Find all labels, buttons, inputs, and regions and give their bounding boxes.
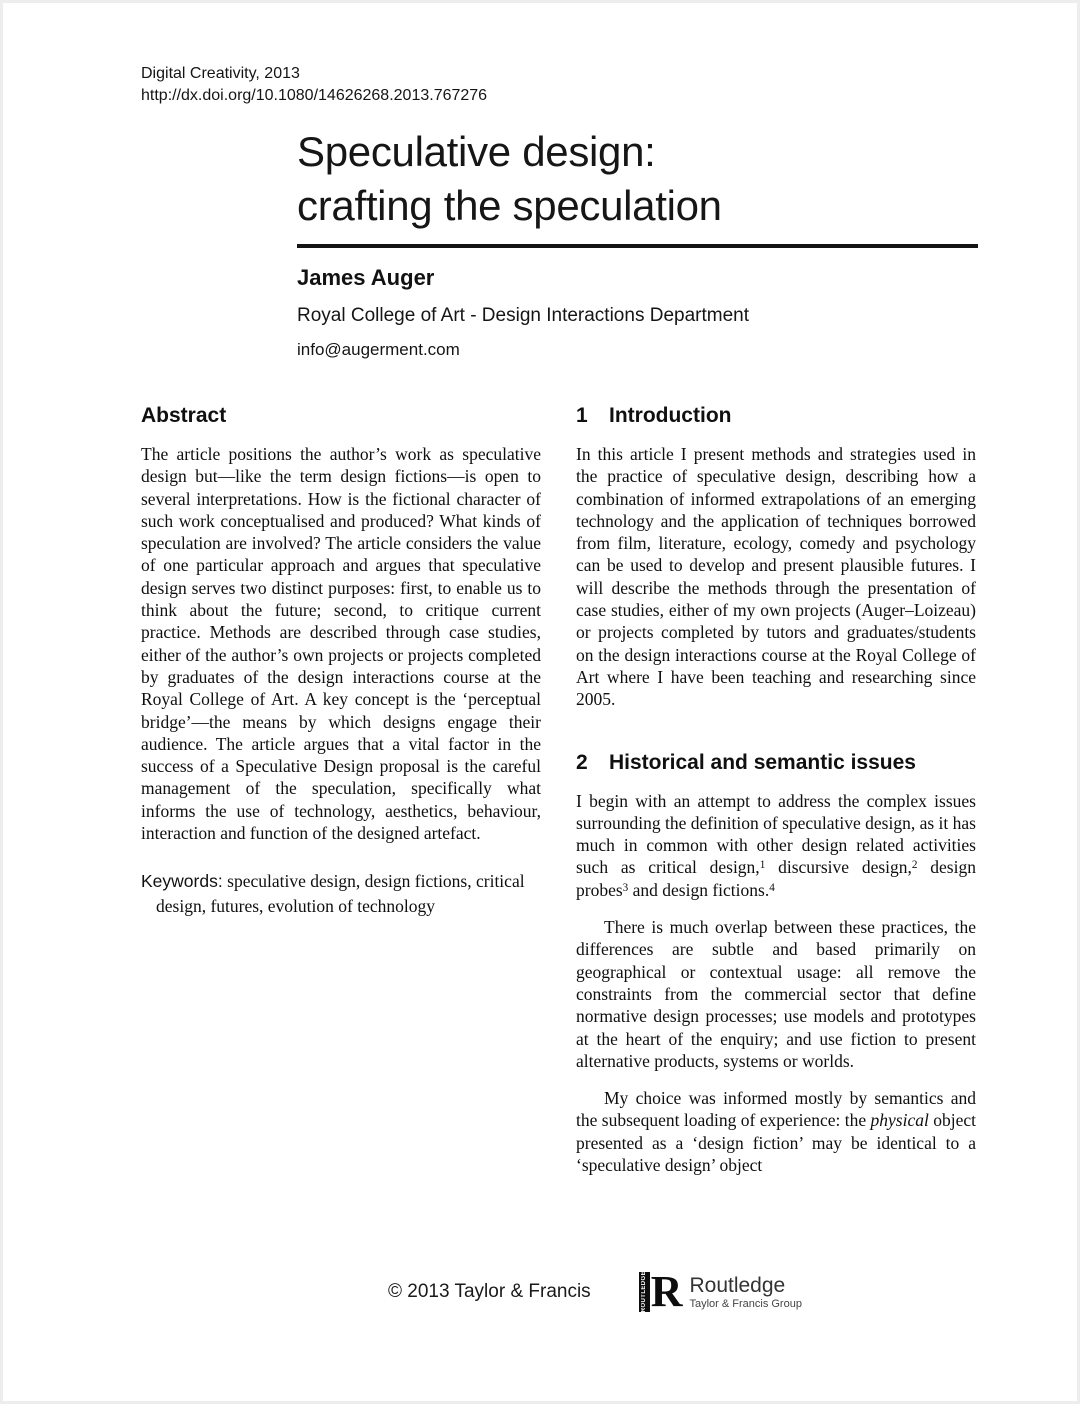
section-1-number: 1 <box>576 404 588 427</box>
section-2-paragraph-1: I begin with an attempt to address the complex issues surrounding the definition of speculative design, as it has much in common with other design related activities such as critical design,$^1$ discursive design,$^2$ design probes$^3$ and design fictions.$^4$ <box>576 790 976 900</box>
abstract-body: The article positions the author’s work as speculative design but—like the term design fictions—is open to several interpretations. How is the fictional character of such work conceptualised and produced? What kinds of speculation are involved? The article considers the value of one particular approach and argues that speculative design serves two distinct purposes: first, to enable us to think about the future; second, to critique current practice. Methods are described through case studies, either of the author’s own projects or projects completed by graduates of the design interactions course at the Royal College of Art. A key concept is the ‘perceptual bridge’—the means by which designs engage their audience. The article argues that a vital factor in the success of a Speculative Design proposal is the careful management of the speculation, specifically what informs the use of technology, aesthetics, behaviour, interaction and function of the designed artefact. <box>141 444 541 844</box>
page-footer <box>388 1269 802 1315</box>
keywords-list: speculative design, design fictions, critical design, futures, evolution of technology <box>156 871 525 916</box>
journal-header <box>141 63 487 107</box>
section-2-number: 2 <box>576 750 588 774</box>
author-name: James Auger <box>297 265 435 290</box>
publisher-text <box>689 1275 801 1310</box>
copyright-notice: © 2013 Taylor & Francis <box>388 1281 591 1302</box>
publisher-name: Routledge <box>689 1273 786 1297</box>
section-1-heading <box>576 404 976 428</box>
routledge-vertical-wordmark <box>639 1272 650 1312</box>
section-2-title: Historical and semantic issues <box>609 750 916 774</box>
keywords-block <box>141 870 541 919</box>
section-2-paragraph-3: My choice was informed mostly by semantics and the subsequent loading of experience: the physical object presented as a ‘design fiction’ may be identical to a ‘speculative design’ object <box>576 1088 976 1176</box>
routledge-vertical-text: ROUTLEDGE <box>641 1271 648 1313</box>
article-title-line2: crafting the speculation <box>297 182 722 229</box>
publisher-group: Taylor & Francis Group <box>689 1297 802 1310</box>
routledge-logo <box>639 1267 802 1316</box>
left-column <box>141 404 541 1176</box>
section-2-paragraph-2: There is much overlap between these practices, the differences are subtle and based primarily on geographical or contextual usage: all remove the constraints from the commercial sector that define normative design processes; use models and prototypes at the heart of the enquiry; and use fiction to present alternative products, systems or worlds. <box>576 917 976 1071</box>
article-title-line1: Speculative design: <box>297 128 656 175</box>
right-column <box>576 404 976 1176</box>
section-1-title: Introduction <box>609 404 732 427</box>
journal-title: Digital Creativity, 2013 <box>141 65 300 82</box>
author-affiliation: Royal College of Art - Design Interactions Department <box>297 305 749 326</box>
keywords-label: Keywords: <box>141 871 223 892</box>
article-title <box>297 125 978 233</box>
two-column-body <box>141 404 976 1176</box>
routledge-r-icon: R <box>650 1267 683 1316</box>
title-block <box>297 125 978 360</box>
author-email: info@augerment.com <box>297 340 460 359</box>
title-rule <box>297 244 978 248</box>
abstract-heading: Abstract <box>141 404 227 427</box>
section-2-heading <box>576 751 976 775</box>
section-1-paragraph-1: In this article I present methods and strategies used in the practice of speculative design, describing how a combination of informed extrapolations of an emerging technology and the application of techniques borrowed from film, literature, ecology, comedy and psychology can be used to develop and present plausible futures. I will describe the methods through the presentation of case studies, either of my own projects (Auger–Loizeau) or projects completed by tutors and graduates/students on the design interactions course at the Royal College of Art where I have been teaching and researching since 2005. <box>576 444 976 710</box>
doi-link[interactable]: http://dx.doi.org/10.1080/14626268.2013.767276 <box>141 87 488 104</box>
